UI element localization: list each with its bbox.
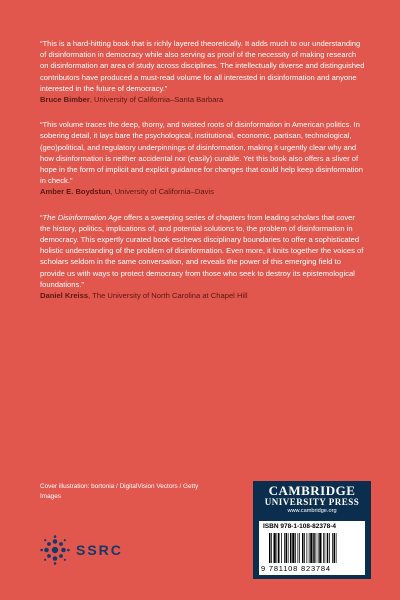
endorsement-kreiss: [40, 212, 366, 302]
endorser-affiliation: , University of California–Davis: [110, 187, 214, 197]
endorser-name: Daniel Kreiss: [40, 291, 89, 301]
cover-illustration-credit: Cover illustration: bortonia / DigitalVision Vectors / Getty Images: [40, 483, 199, 500]
endorsement-attribution: [40, 186, 366, 197]
ssrc-logo-lockup: [40, 535, 123, 565]
endorsement-quote: “This is a hard-hitting book that is richly layered theoretically. It adds much to our understanding of disinformation in democracy while also serving as proof of the necessity of making research on disinformation an area of study across disciplines. The intellectually diverse and distinguished contributors have produced a must-read volume for all interested in disinformation and anyone interested in the future of democracy.”: [40, 39, 365, 93]
book-title-italic: The Disinformation Age: [42, 212, 122, 222]
endorsement-attribution: [40, 290, 366, 301]
ssrc-logo-icon: [40, 535, 70, 565]
publisher-box: [253, 481, 371, 579]
quote-open-mark: “: [40, 212, 43, 222]
publisher-url: www.cambridge.org: [287, 508, 337, 514]
endorser-name: Bruce Bimber: [40, 95, 90, 105]
quote-body: offers a sweeping series of chapters from leading scholars that cover the history, politics, implications of, and potential solutions to, the problem of disinformation in democracy. This expertly curated book eschews disciplinary boundaries to offer a sophisticated holistic understanding of the problem of disinformation. Even more, it knits together the voices of scholars seldom in the same conversation, and reveals the power of this emerging field to provide us with ways to protect democracy from those who seek to destroy its epistemological foundations.”: [40, 212, 364, 289]
isbn-label: ISBN 978-1-108-82378-4: [263, 523, 336, 530]
endorsement-bimber: [40, 38, 366, 105]
endorsements: [40, 38, 366, 315]
endorser-name: Amber E. Boydstun: [40, 187, 111, 197]
publisher-press: UNIVERSITY PRESS: [264, 497, 360, 507]
endorser-affiliation: , University of California–Santa Barbara: [89, 95, 224, 105]
barcode-icon: [269, 533, 361, 563]
endorsement-quote: [40, 212, 366, 290]
ssrc-wordmark: SSRC: [76, 542, 123, 558]
barcode-panel: [259, 521, 365, 575]
endorsement-quote: “This volume traces the deep, thorny, and twisted roots of disinformation in American politics. In sobering detail, it lays bare the psychological, institutional, economic, partisan, technological, (geo)political, and regulatory underpinnings of disinformation, making it urgently clear why and how disinformation is neither accidental nor (easily) curable. Yet this book also offers a sliver of hope in the form of implicit and explicit guidance for changes that could help keep disinformation in check.”: [40, 120, 363, 186]
publisher-name: CAMBRIDGE: [268, 483, 356, 498]
endorser-affiliation: , The University of North Carolina at Chapel Hill: [88, 291, 248, 301]
ean-number: 9 781108 823784: [261, 564, 331, 573]
publisher-logo: [256, 484, 368, 512]
endorsement-boydstun: [40, 119, 366, 197]
endorsement-attribution: [40, 94, 366, 105]
